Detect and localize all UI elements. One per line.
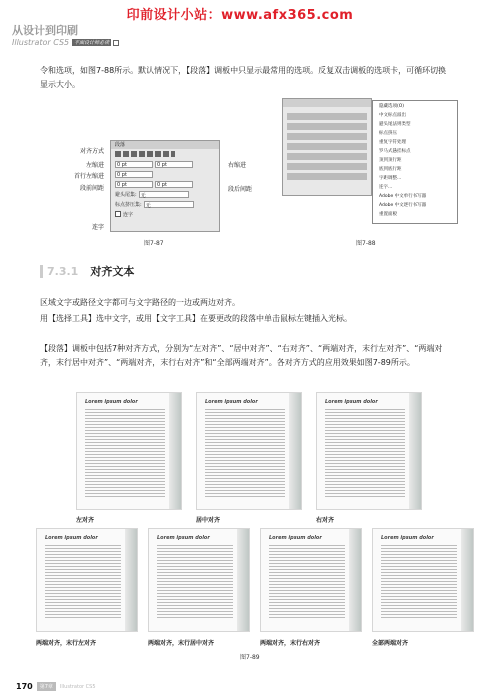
label-right: 右对齐: [316, 517, 335, 524]
menu-item[interactable]: 连字...: [379, 184, 393, 190]
paragraph-panel-expanded: [282, 98, 372, 196]
callout-space: 段前间距: [79, 185, 104, 192]
thumb-justify-center: Lorem ipsum dolor: [148, 528, 250, 632]
book-subtitle: Illustrator CS5 平面设计师必读: [12, 38, 119, 47]
fig89-caption: 图7-89: [240, 654, 260, 661]
menu-item[interactable]: 罗马式悬挂标点: [379, 148, 411, 154]
book-tag: 平面设计师必读: [74, 40, 110, 46]
callout-align: 对齐方式: [79, 148, 104, 155]
body-paragraph-2: 用【选择工具】选中文字，或用【文字工具】在要更改的段落中单击鼠标左键插入光标。: [40, 314, 352, 323]
fig88-caption: 图7-88: [356, 240, 376, 247]
kinsoku-select[interactable]: 无: [139, 191, 189, 198]
menu-item[interactable]: 标点挤压: [379, 130, 397, 136]
section-heading: [40, 263, 134, 279]
mojikumi-label: 标点挤压集:: [115, 201, 142, 208]
page-number: 170: [16, 682, 33, 691]
body-paragraph-1: 区域文字或路径文字都可与文字路径的一边或两边对齐。: [40, 298, 240, 307]
label-justify-center: 两端对齐，末行居中对齐: [148, 640, 215, 647]
first-indent-field[interactable]: 0 pt: [115, 171, 153, 178]
menu-item[interactable]: 避头尾法则类型: [379, 121, 411, 127]
book-header: [12, 22, 119, 47]
callout-first: 首行左缩进: [73, 173, 104, 180]
menu-item[interactable]: 字距调整...: [379, 175, 402, 181]
menu-item[interactable]: 重置面板: [379, 211, 397, 217]
section-number: 7.3.1: [40, 265, 78, 278]
menu-item[interactable]: 中文标点溢出: [379, 112, 406, 118]
watermark: 印前设计小站：www.afx365.com: [126, 8, 354, 23]
callout-hyph: 连字: [91, 224, 104, 231]
label-left: 左对齐: [76, 517, 95, 524]
label-justify-all: 全部两端对齐: [372, 640, 409, 647]
menu-item[interactable]: 隐藏选项(O): [379, 103, 405, 109]
thumb-justify-right: Lorem ipsum dolor: [260, 528, 362, 632]
mojikumi-select[interactable]: 无: [144, 201, 194, 208]
hyphen-label: 连字: [123, 211, 134, 218]
callout-left: 左缩进: [85, 162, 104, 169]
menu-item[interactable]: 重复字符处理: [379, 139, 406, 145]
menu-item[interactable]: 底到底行距: [379, 166, 402, 172]
section-title: 对齐文本: [90, 265, 135, 278]
callout-after: 段后间距: [228, 186, 253, 193]
thumb-justify-all: Lorem ipsum dolor: [372, 528, 474, 632]
paragraph-panel: [110, 140, 220, 232]
thumb-justify-left: Lorem ipsum dolor: [36, 528, 138, 632]
book-title: 从设计到印刷: [12, 24, 78, 37]
menu-item[interactable]: 顶到顶行距: [379, 157, 402, 163]
thumb-left: Lorem ipsum dolor: [76, 392, 182, 510]
menu-item[interactable]: Adobe 中文逐行书写器: [379, 202, 427, 208]
align-buttons[interactable]: [111, 149, 219, 159]
label-justify-left: 两端对齐，末行左对齐: [36, 640, 97, 647]
intro-paragraph: 令和选项，如图7-88所示。默认情况下，【段落】调板中只显示最常用的选项。反复双击调板的选项卡，可循环切换显示大小。: [40, 66, 447, 89]
space-before-field[interactable]: 0 pt: [115, 181, 153, 188]
thumb-center: Lorem ipsum dolor: [196, 392, 302, 510]
fig87-caption: 图7-87: [144, 240, 164, 247]
menu-item[interactable]: Adobe 中文单行书写器: [379, 193, 427, 199]
body-paragraph-3: 【段落】调板中包括7种对齐方式，分别为“左对齐”、“居中对齐”、“右对齐”、“两端对齐，末行左对齐”、“两端对齐，末行居中对齐”、“两端对齐，末行右对齐”和“全部两端对齐”。各对齐方式的应用效果如图7-89所示。: [40, 344, 443, 367]
hyphen-checkbox[interactable]: [115, 211, 121, 217]
left-indent-field[interactable]: 0 pt: [115, 161, 153, 168]
right-indent-field[interactable]: 0 pt: [155, 161, 193, 168]
footer-brand: Illustrator CS5: [59, 683, 96, 690]
square-icon: [113, 40, 119, 46]
page-footer: [16, 682, 96, 691]
callout-right: 右缩进: [228, 162, 247, 169]
panel-menu: [372, 100, 458, 224]
space-after-field[interactable]: 0 pt: [155, 181, 193, 188]
label-justify-right: 两端对齐，末行右对齐: [260, 640, 321, 647]
label-center: 居中对齐: [196, 517, 221, 524]
panel-tab[interactable]: 段落: [111, 141, 219, 149]
kinsoku-label: 避头尾集:: [115, 191, 137, 198]
thumb-right: Lorem ipsum dolor: [316, 392, 422, 510]
chapter-label: 第7章: [37, 682, 56, 691]
